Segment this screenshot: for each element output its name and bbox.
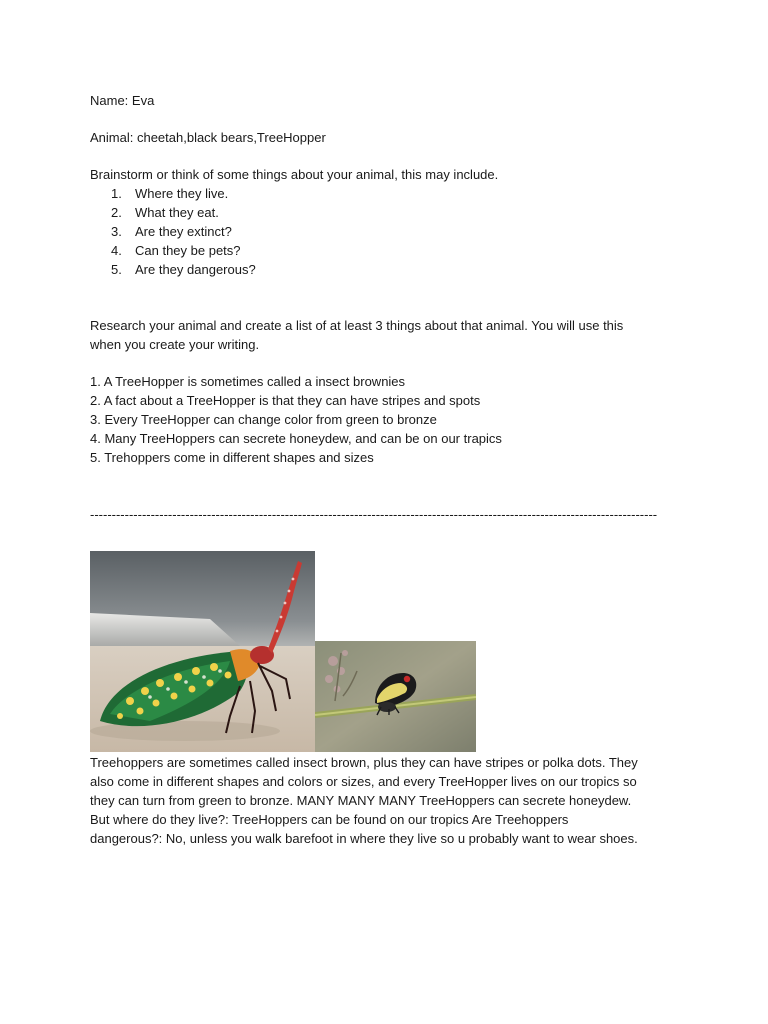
list-item [90,203,690,222]
list-number: 5. [111,262,122,277]
fact-list [90,372,690,467]
fact-item: 5. Trehoppers come in different shapes and sizes [90,450,374,465]
research-instruction-line: when you create your writing. [90,337,260,352]
fact-item: 2. A fact about a TreeHopper is that they can have stripes and spots [90,393,481,408]
photo-group [90,551,476,752]
fact-item: 1. A TreeHopper is sometimes called a insect brownies [90,374,406,389]
lanternfly-photo [90,551,315,752]
list-text: Are they extinct? [135,224,232,239]
fact-item: 3. Every TreeHopper can change color from green to bronze [90,412,437,427]
brainstorm-intro: Brainstorm or think of some things about your animal, this may include. [90,167,499,182]
brainstorm-list [90,184,690,279]
list-item [90,222,690,241]
story-line: also come in different shapes and colors or sizes, and every TreeHopper lives on our tropics so [90,774,637,789]
list-item [90,241,690,260]
list-text: Can they be pets? [135,243,241,258]
list-item [90,184,690,203]
story-line: Treehoppers are sometimes called insect brown, plus they can have stripes or polka dots. They [90,755,638,770]
list-text: What they eat. [135,205,219,220]
list-number: 1. [111,186,122,201]
dashed-divider: ----------------------------------------------------------------------------------------------------------------------------------- [90,507,658,522]
animal-list: Animal: cheetah,black bears,TreeHopper [90,130,326,145]
story-line: they can turn from green to bronze. MANY MANY MANY TreeHoppers can secrete honeydew. [90,793,632,808]
list-number: 2. [111,205,122,220]
research-instruction-line: Research your animal and create a list of at least 3 things about that animal. You will use this [90,318,624,333]
list-number: 4. [111,243,122,258]
list-item [90,260,690,279]
fact-item: 4. Many TreeHoppers can secrete honeydew, and can be on our trapics [90,431,502,446]
list-number: 3. [111,224,122,239]
student-name: Name: Eva [90,93,155,108]
story-paragraph [90,753,690,848]
story-line: dangerous?: No, unless you walk barefoot in where they live so u probably want to wear shoes. [90,831,638,846]
list-text: Where they live. [135,186,229,201]
treehopper-photo [315,641,476,752]
list-text: Are they dangerous? [135,262,256,277]
story-line: But where do they live?: TreeHoppers can be found on our tropics Are Treehoppers [90,812,569,827]
worksheet-page [90,91,690,467]
